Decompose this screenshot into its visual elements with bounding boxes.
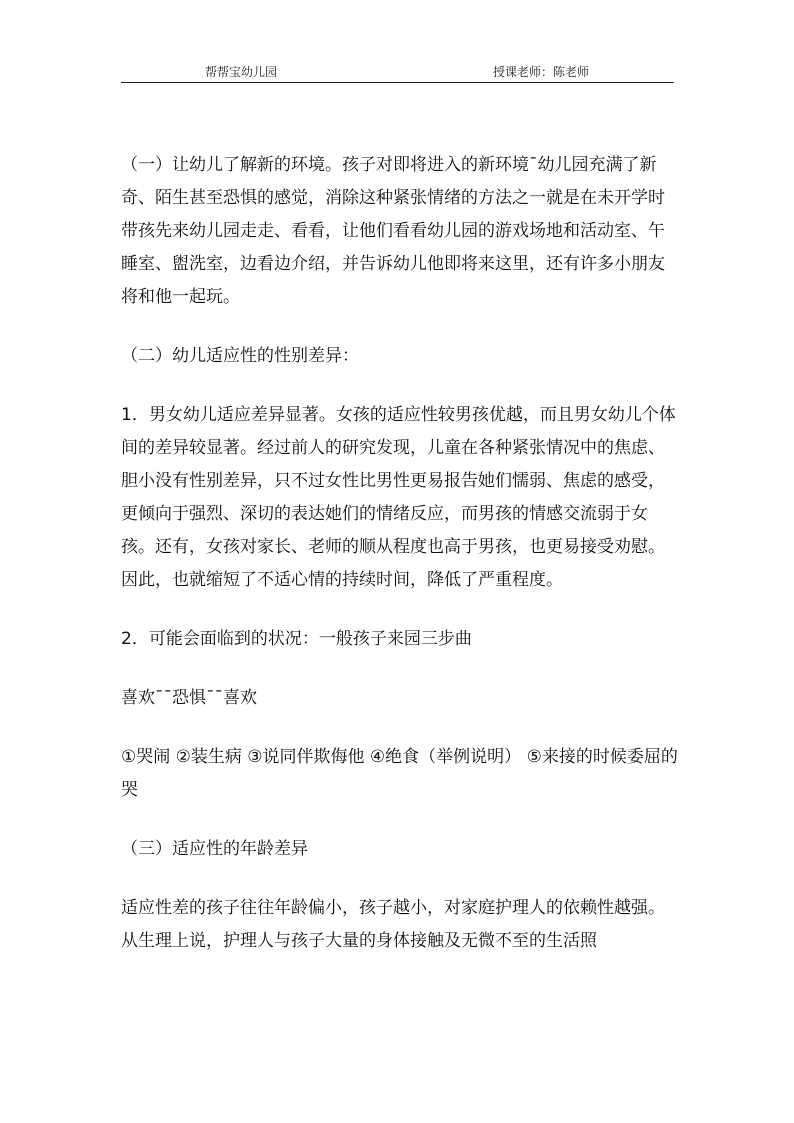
header-teacher-name: 授课老师：陈老师 — [493, 65, 590, 79]
paragraph-behaviors-list: ①哭闹 ②装生病 ③说同伴欺侮他 ④绝食（举例说明） ⑤来接的时候委屈的哭 — [121, 747, 678, 800]
page-header — [121, 58, 674, 83]
section-heading-gender: （二）幼儿适应性的性别差异： — [121, 346, 359, 366]
paragraph-three-steps: 喜欢¯¯恐惧¯¯喜欢 — [121, 688, 257, 708]
document-body — [121, 149, 681, 984]
section-heading-age: （三）适应性的年龄差异 — [121, 839, 308, 859]
paragraph-environment: （一）让幼儿了解新的环境。孩子对即将进入的新环境¯幼儿园充满了新奇、陌生甚至恐惧的感觉，消除这种紧张情绪的方法之一就是在未开学时带孩先来幼儿园走走、看看，让他们看看幼儿园的游戏场地和活动室、午睡室、盥洗室，边看边介绍，并告诉幼儿他即将来这里，还有许多小朋友将和他一起玩。 — [121, 155, 665, 307]
header-school-name: 帮帮宝幼儿园 — [205, 65, 278, 79]
paragraph-situations: 2．可能会面临到的状况：一般孩子来园三步曲 — [121, 629, 472, 649]
paragraph-age-difference: 适应性差的孩子往往年龄偏小，孩子越小，对家庭护理人的依赖性越强。从生理上说，护理人与孩子大量的身体接触及无微不至的生活照 — [121, 898, 665, 951]
paragraph-gender-difference: 1．男女幼儿适应差异显著。女孩的适应性较男孩优越，而且男女幼儿个体间的差异较显著。经过前人的研究发现，儿童在各种紧张情况中的焦虑、胆小没有性别差异，只不过女性比男性更易报告她们懦弱、焦虑的感受，更倾向于强烈、深切的表达她们的情绪反应，而男孩的情感交流弱于女孩。还有，女孩对家长、老师的顺从程度也高于男孩，也更易接受劝慰。因此，也就缩短了不适心情的持续时间，降低了严重程度。 — [121, 405, 676, 590]
